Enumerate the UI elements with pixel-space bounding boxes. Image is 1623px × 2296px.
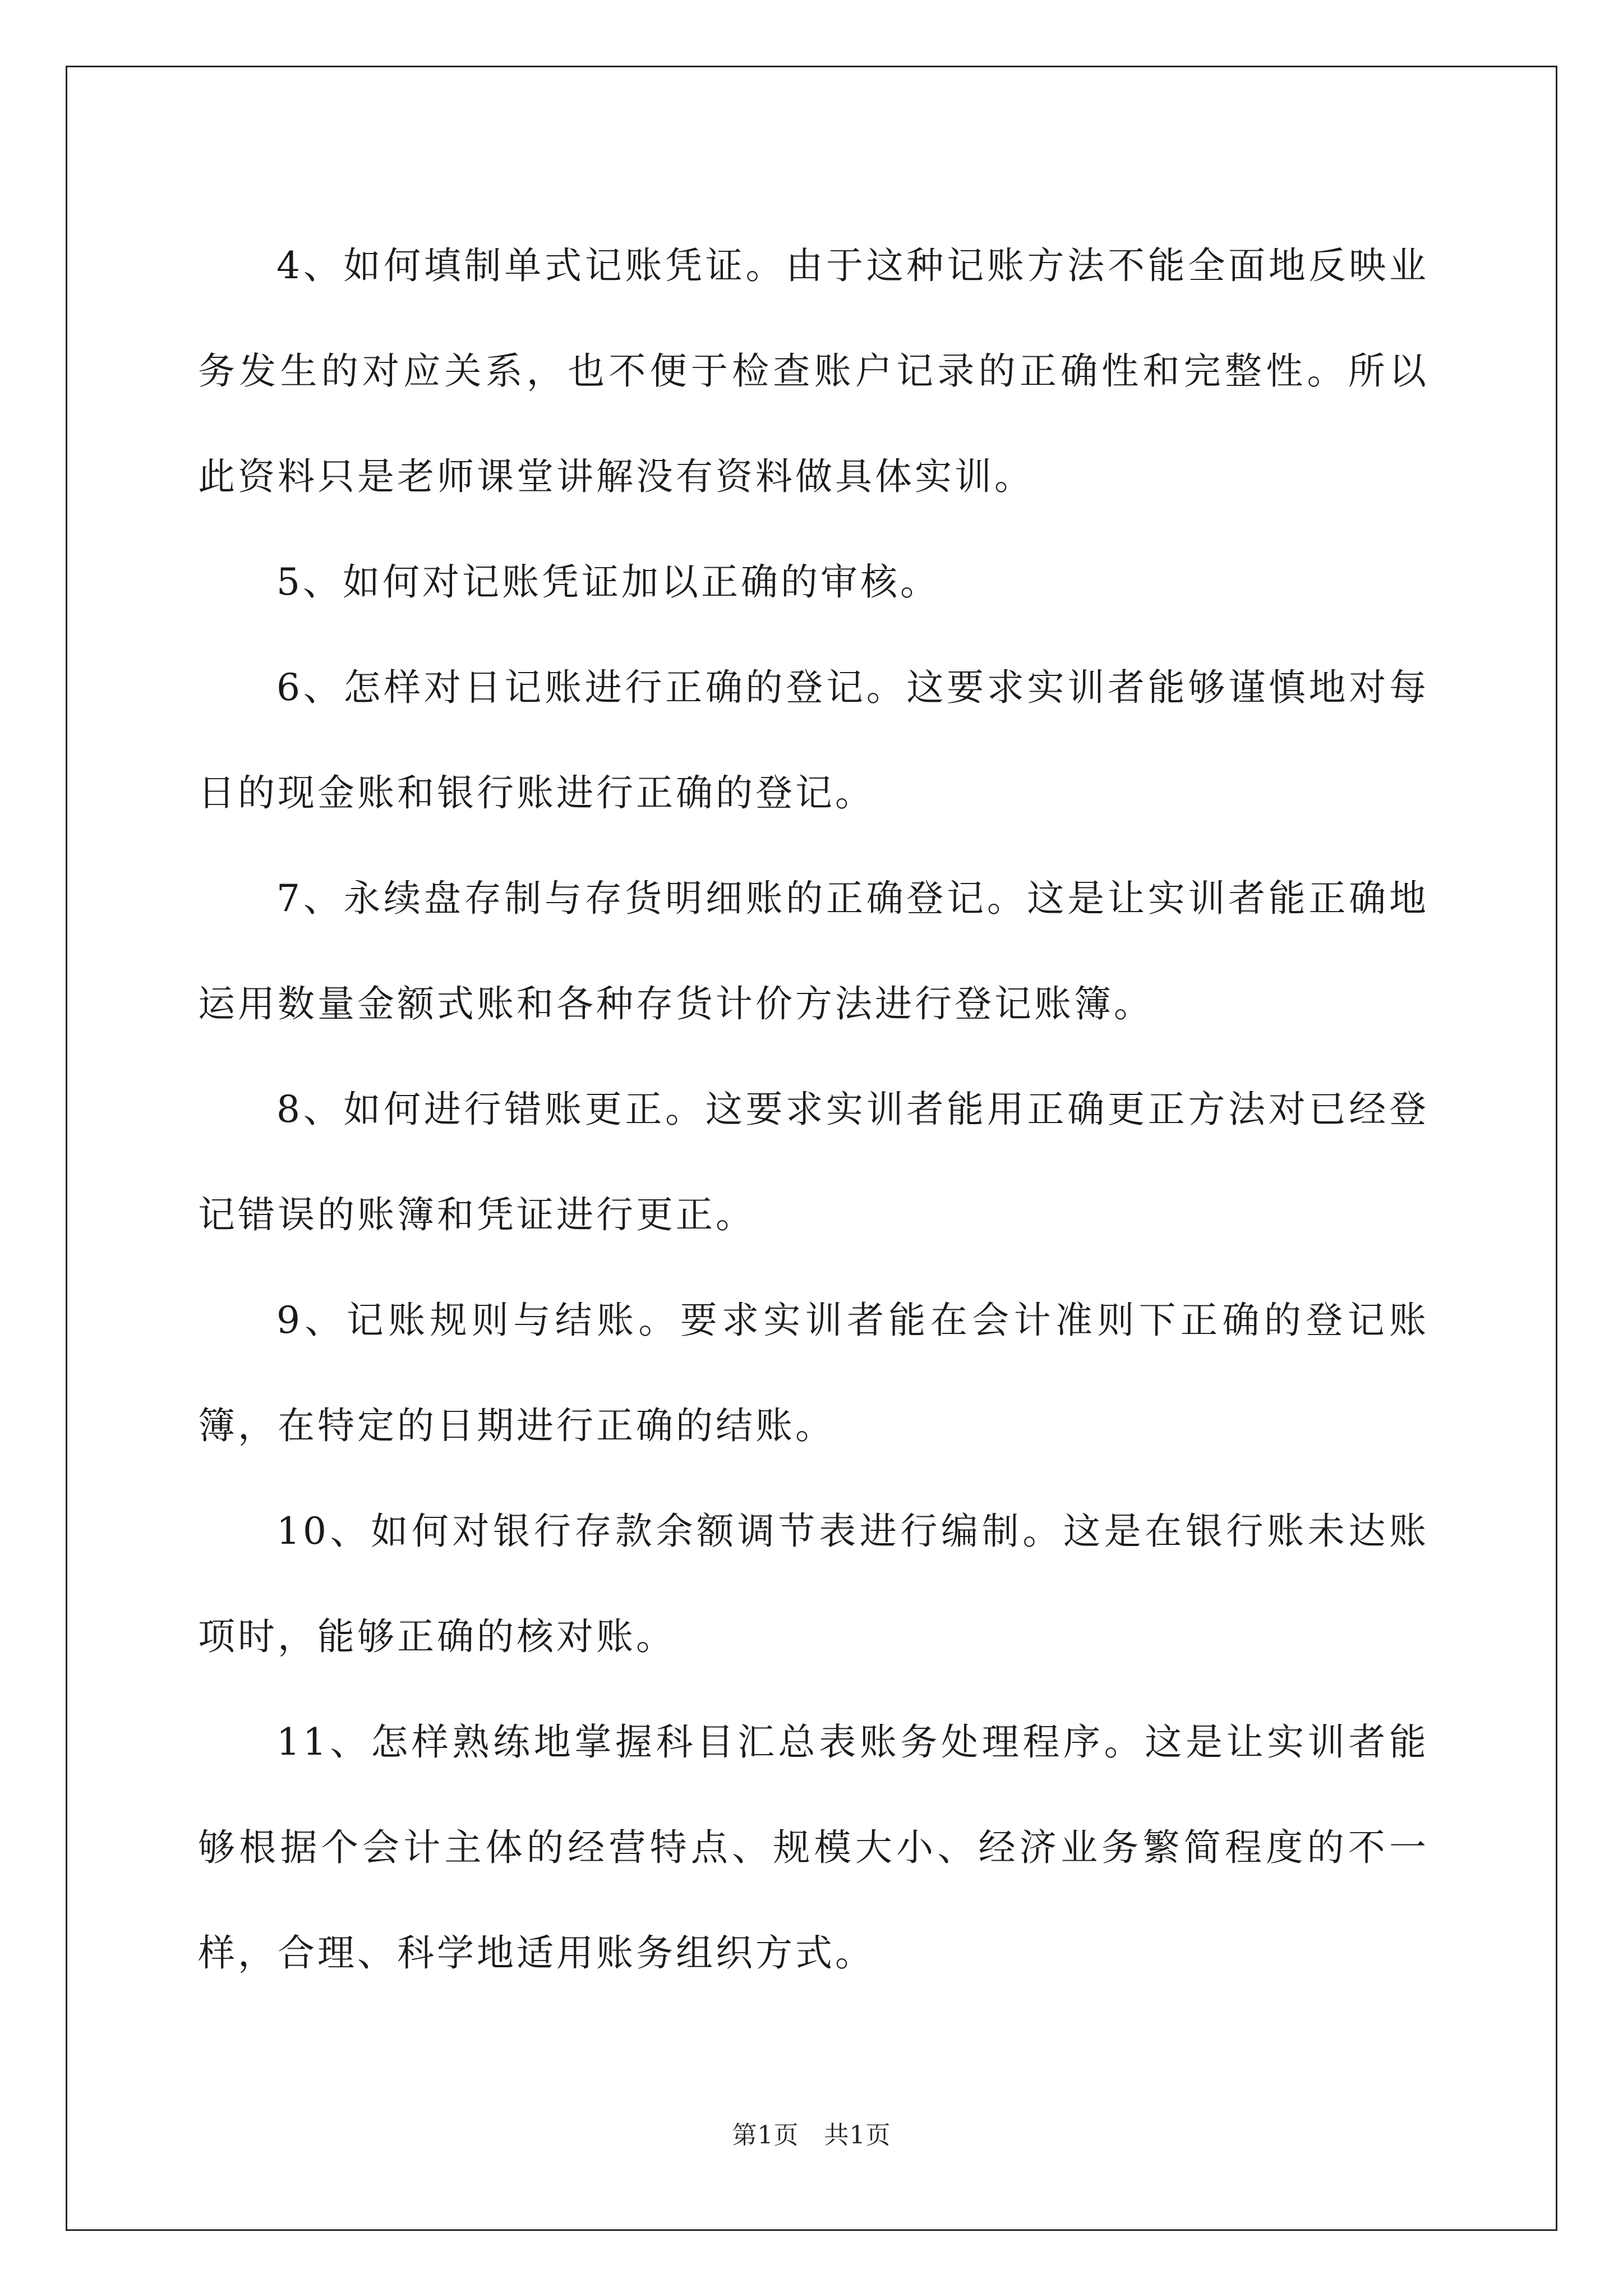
- paragraph-item-8: 8、如何进行错账更正。这要求实训者能用正确更正方法对已经登记错误的账簿和凭证进行更正。: [198, 1088, 1429, 1236]
- paragraph-item-10: 10、如何对银行存款余额调节表进行编制。这是在银行账未达账项时，能够正确的核对账。: [198, 1510, 1429, 1658]
- paragraph-item-9: 9、记账规则与结账。要求实训者能在会计准则下正确的登记账簿，在特定的日期进行正确的结账。: [198, 1299, 1429, 1447]
- paragraph-item-4: 4、如何填制单式记账凭证。由于这种记账方法不能全面地反映业务发生的对应关系，也不便于检查账户记录的正确性和完整性。所以此资料只是老师课堂讲解没有资料做具体实训。: [198, 244, 1429, 498]
- paragraph-item-6: 6、怎样对日记账进行正确的登记。这要求实训者能够谨慎地对每日的现金账和银行账进行正确的登记。: [198, 666, 1429, 815]
- page-number-footer: 第1页 共1页: [732, 2121, 891, 2150]
- paragraph-item-11: 11、怎样熟练地掌握科目汇总表账务处理程序。这是让实训者能够根据个会计主体的经营特点、规模大小、经济业务繁简程度的不一样，合理、科学地适用账务组织方式。: [198, 1720, 1429, 1975]
- paragraph-item-7: 7、永续盘存制与存货明细账的正确登记。这是让实训者能正确地运用数量金额式账和各种存货计价方法进行登记账簿。: [198, 877, 1429, 1025]
- document-body: [198, 213, 1429, 2006]
- paragraph-item-5: 5、如何对记账凭证加以正确的审核。: [276, 560, 940, 604]
